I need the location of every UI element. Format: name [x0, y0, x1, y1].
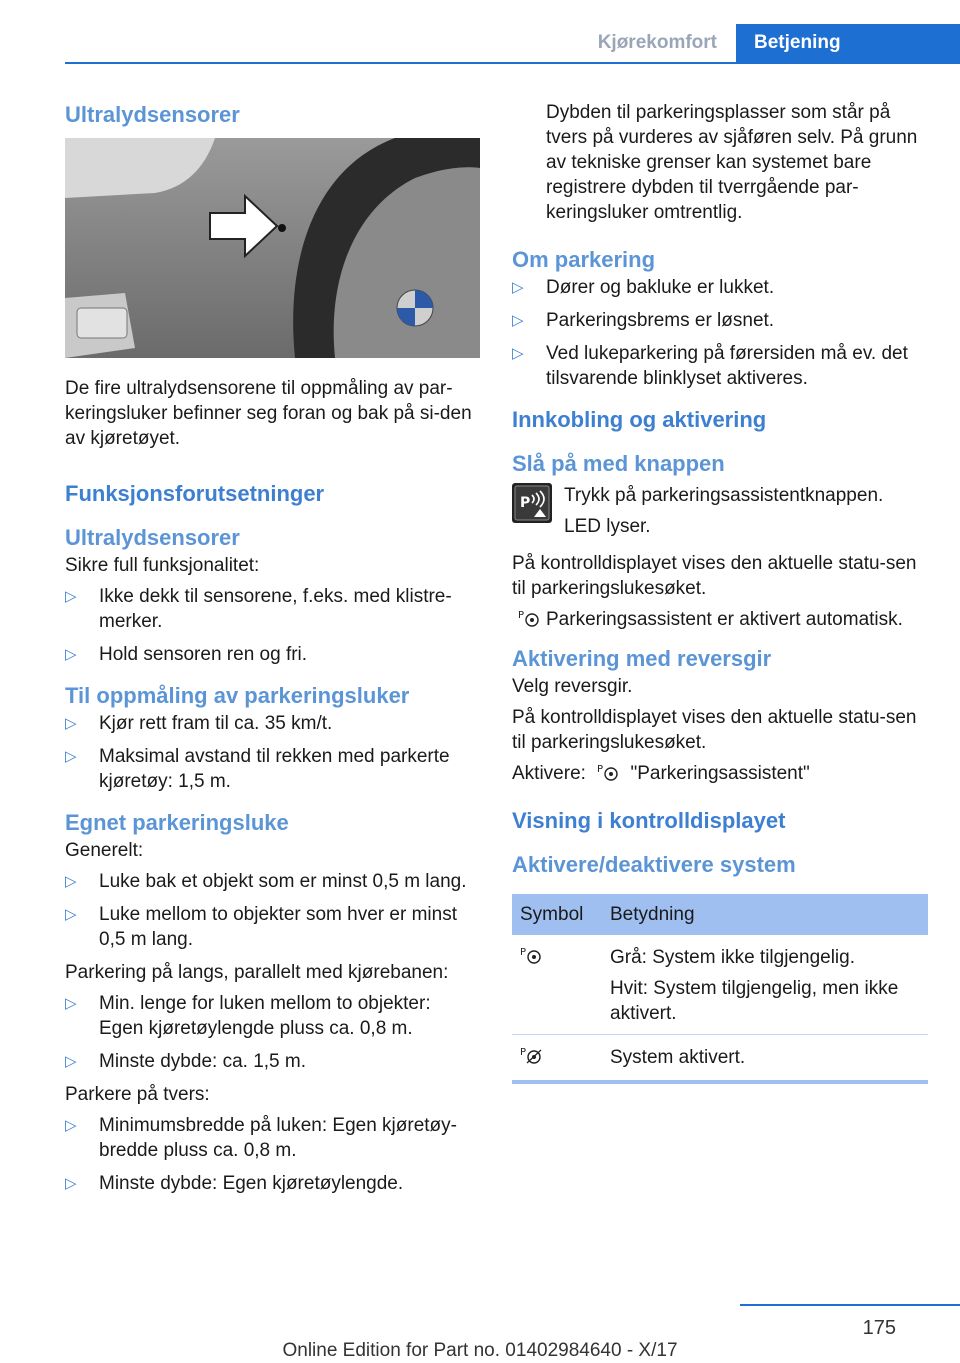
langs-text: Parkering på langs, parallelt med kjørebanen:	[65, 962, 449, 983]
egnet-heading: Egnet parkeringsluke	[65, 810, 289, 835]
photo-caption: De fire ultralydsensorene til oppmåling av par-keringsluker befinner seg foran og bak på si-den av kjøretøyet.	[65, 378, 472, 449]
aktivere-value: "Parkeringsassistent"	[630, 763, 810, 784]
tvers-list	[65, 1113, 480, 1196]
funksjon-heading: Funksjonsforutsetninger	[65, 481, 325, 506]
footer-rule	[740, 1304, 960, 1306]
triangle-right-icon: ▷	[65, 715, 77, 732]
led-text: LED lyser.	[564, 516, 651, 537]
ultrasonic-heading: Ultralydsensorer	[65, 102, 240, 127]
list-item: ▷ Ikke dekk til sensorene, f.eks. med klistre-merker.	[65, 586, 452, 632]
triangle-right-icon: ▷	[65, 748, 77, 765]
table-row	[512, 1035, 928, 1083]
parking-assistant-active-icon	[520, 1045, 542, 1065]
generelt-text: Generelt:	[65, 840, 144, 861]
list-item: ▷ Luke bak et objekt som er minst 0,5 m lang.	[65, 871, 467, 892]
chapter-tab: Betjening	[736, 24, 960, 62]
parking-assistant-button-icon	[512, 483, 552, 523]
button-instruction	[512, 483, 928, 545]
right-column	[512, 100, 928, 1084]
triangle-right-icon: ▷	[65, 1117, 77, 1134]
table-header-row	[512, 894, 928, 935]
page-header	[65, 24, 960, 64]
list-item: ▷ Parkeringsbrems er løsnet.	[512, 310, 775, 331]
row1-gray-text: Grå: System ikke tilgjengelig.	[610, 947, 855, 968]
left-column	[65, 100, 480, 1204]
triangle-right-icon: ▷	[65, 995, 77, 1012]
generelt-list	[65, 869, 480, 952]
auto-line	[512, 607, 928, 632]
parking-assistant-status-icon	[597, 762, 619, 782]
triangle-right-icon: ▷	[512, 279, 524, 296]
triangle-right-icon: ▷	[512, 345, 524, 362]
kontroll2-text: På kontrolldisplayet vises den aktuelle statu-sen til parkeringslukesøket.	[512, 707, 917, 753]
svg-text:P: P	[520, 1047, 527, 1058]
list-item: ▷ Kjør rett fram til ca. 35 km/t.	[65, 713, 333, 734]
car-sensor-photo	[65, 138, 480, 358]
edition-footer: Online Edition for Part no. 01402984640 - X/17	[282, 1340, 678, 1361]
parking-assistant-status-icon	[520, 945, 542, 965]
svg-text:P: P	[597, 764, 604, 775]
sikre-text: Sikre full funksjonalitet:	[65, 555, 260, 576]
innkobling-heading: Innkobling og aktivering	[512, 407, 767, 432]
svg-text:P: P	[520, 495, 531, 511]
triangle-right-icon: ▷	[65, 646, 77, 663]
row1-white-text: Hvit: System tilgjengelig, men ikke aktivert.	[610, 978, 899, 1024]
til-list	[65, 711, 480, 794]
list-item: ▷ Dører og bakluke er lukket.	[512, 277, 775, 298]
trykk-text: Trykk på parkeringsassistentknappen.	[564, 485, 884, 506]
list-item: ▷ Ved lukeparkering på førersiden må ev. det tilsvarende blinklyset aktiveres.	[512, 343, 908, 389]
om-list	[512, 275, 928, 391]
section-tab: Kjørekomfort	[597, 32, 717, 53]
om-heading: Om parkering	[512, 247, 656, 272]
aktdeakt-heading: Aktivere/deaktivere system	[512, 852, 796, 877]
sikre-list	[65, 584, 480, 667]
list-item: ▷ Maksimal avstand til rekken med parkerte kjøretøy: 1,5 m.	[65, 746, 450, 792]
col-symbol-header: Symbol	[512, 894, 602, 935]
visning-heading: Visning i kontrolldisplayet	[512, 808, 786, 833]
auto-text: Parkeringsassistent er aktivert automatisk.	[546, 609, 903, 630]
velg-text: Velg reversgir.	[512, 676, 633, 697]
row2-text: System aktivert.	[610, 1047, 746, 1068]
col-betydning-header: Betydning	[602, 894, 928, 935]
page-number: 175	[862, 1317, 896, 1339]
kontroll1-text: På kontrolldisplayet vises den aktuelle statu-sen til parkeringslukesøket.	[512, 553, 917, 599]
ultrasonic-subheading: Ultralydsensorer	[65, 525, 240, 550]
triangle-right-icon: ▷	[65, 588, 77, 605]
aktivere-label: Aktivere:	[512, 763, 586, 784]
svg-text:P: P	[518, 610, 525, 621]
triangle-right-icon: ▷	[512, 312, 524, 329]
aktivere-line	[512, 761, 928, 786]
til-heading: Til oppmåling av parkeringsluker	[65, 683, 410, 708]
list-item: ▷ Hold sensoren ren og fri.	[65, 644, 308, 665]
list-item: ▷ Minimumsbredde på luken: Egen kjøretøy-bredde pluss ca. 0,8 m.	[65, 1115, 457, 1161]
intro-text: Dybden til parkeringsplasser som står på tvers på vurderes av sjåføren selv. På grunn av tekniske grenser kan systemet bare registrere dybden til tverrgående par-keringsluker omtrentlig.	[546, 102, 918, 223]
table-row	[512, 935, 928, 1035]
langs-list	[65, 991, 480, 1074]
symbol-table	[512, 894, 928, 1084]
triangle-right-icon: ▷	[65, 1053, 77, 1070]
sla-heading: Slå på med knappen	[512, 451, 725, 476]
list-item: ▷ Luke mellom to objekter som hver er minst 0,5 m lang.	[65, 904, 457, 950]
triangle-right-icon: ▷	[65, 873, 77, 890]
list-item: ▷ Min. lenge for luken mellom to objekter: Egen kjøretøylengde pluss ca. 0,8 m.	[65, 993, 431, 1039]
tvers-text: Parkere på tvers:	[65, 1084, 210, 1105]
list-item: ▷ Minste dybde: ca. 1,5 m.	[65, 1051, 306, 1072]
rev-heading: Aktivering med reversgir	[512, 646, 772, 671]
triangle-right-icon: ▷	[65, 1175, 77, 1192]
triangle-right-icon: ▷	[65, 906, 77, 923]
parking-assistant-status-icon	[518, 608, 540, 628]
list-item: ▷ Minste dybde: Egen kjøretøylengde.	[65, 1173, 404, 1194]
svg-text:P: P	[520, 947, 527, 958]
